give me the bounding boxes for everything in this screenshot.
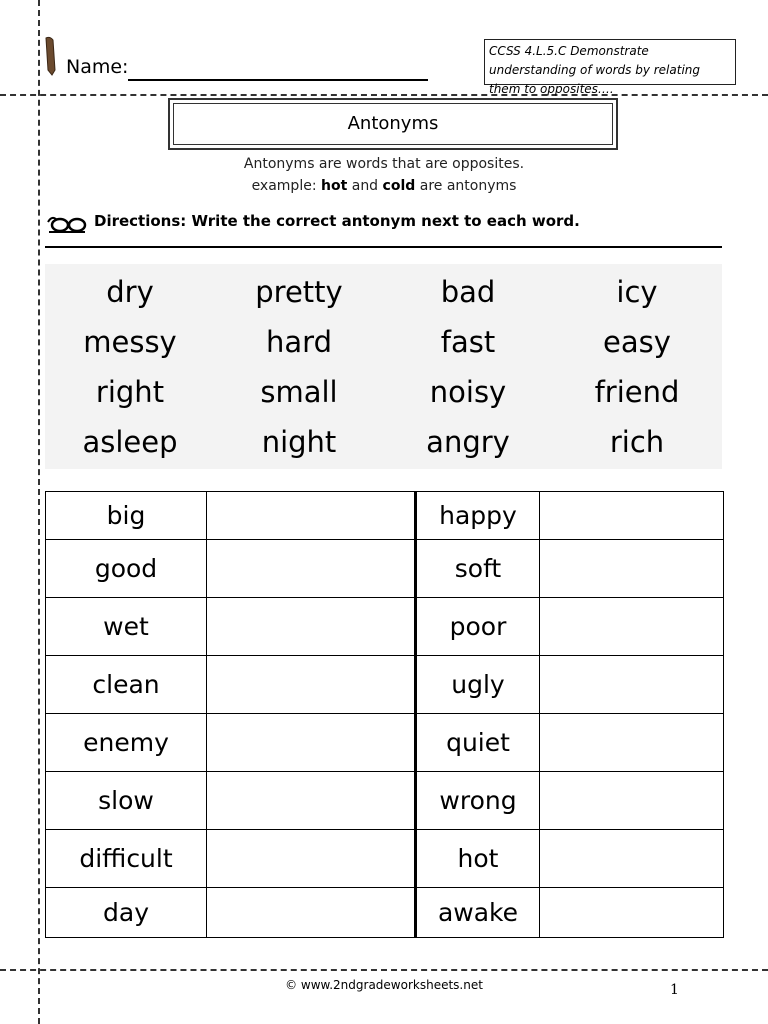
answer-cell[interactable] <box>207 598 416 656</box>
title-box <box>168 98 618 150</box>
prompt-word: slow <box>46 772 207 830</box>
answer-cell[interactable] <box>540 830 724 888</box>
answer-cell[interactable] <box>540 598 724 656</box>
answer-cell[interactable] <box>540 772 724 830</box>
answer-cell[interactable] <box>207 830 416 888</box>
example-word-2: cold <box>382 178 416 194</box>
table-row <box>46 598 724 656</box>
definition-line: Antonyms are words that are opposites. <box>243 156 525 172</box>
answer-cell[interactable] <box>207 714 416 772</box>
answer-table <box>45 491 724 938</box>
page-title: Antonyms <box>173 103 613 145</box>
answer-cell[interactable] <box>540 888 724 938</box>
word-bank-word: angry <box>426 425 510 459</box>
word-bank-word: pretty <box>255 275 343 309</box>
answer-cell[interactable] <box>207 540 416 598</box>
word-bank-word: friend <box>594 375 680 409</box>
table-row <box>46 830 724 888</box>
word-bank-word: night <box>261 425 337 459</box>
word-bank-word: icy <box>616 275 658 309</box>
prompt-word: soft <box>416 540 540 598</box>
margin-line-bottom <box>0 969 768 971</box>
prompt-word: poor <box>416 598 540 656</box>
table-row <box>46 772 724 830</box>
prompt-word: happy <box>416 492 540 540</box>
prompt-word: big <box>46 492 207 540</box>
prompt-word: wrong <box>416 772 540 830</box>
pencil-icon <box>43 36 57 76</box>
answer-cell[interactable] <box>540 656 724 714</box>
prompt-word: clean <box>46 656 207 714</box>
prompt-word: enemy <box>46 714 207 772</box>
word-bank-row <box>45 317 722 367</box>
table-row <box>46 714 724 772</box>
table-row <box>46 492 724 540</box>
prompt-word: wet <box>46 598 207 656</box>
word-bank <box>45 264 722 469</box>
margin-line-vertical <box>38 0 40 1024</box>
answer-cell[interactable] <box>540 714 724 772</box>
name-label: Name: <box>66 56 129 78</box>
prompt-word: hot <box>416 830 540 888</box>
answer-cell[interactable] <box>540 540 724 598</box>
word-bank-word: hard <box>266 325 332 359</box>
word-bank-word: fast <box>440 325 496 359</box>
prompt-word: awake <box>416 888 540 938</box>
directions: Directions: Write the correct antonym next to each word. <box>94 212 580 230</box>
prompt-word: ugly <box>416 656 540 714</box>
word-bank-word: dry <box>106 275 154 309</box>
answer-cell[interactable] <box>207 772 416 830</box>
word-bank-word: bad <box>440 275 496 309</box>
word-bank-row <box>45 367 722 417</box>
answer-cell[interactable] <box>207 656 416 714</box>
word-bank-word: noisy <box>429 375 507 409</box>
prompt-word: quiet <box>416 714 540 772</box>
example-line <box>0 178 768 194</box>
prompt-word: day <box>46 888 207 938</box>
table-row <box>46 540 724 598</box>
word-bank-row <box>45 267 722 317</box>
name-field[interactable] <box>128 79 428 81</box>
prompt-word: good <box>46 540 207 598</box>
word-bank-word: small <box>260 375 338 409</box>
word-bank-word: right <box>95 375 165 409</box>
divider <box>45 246 722 248</box>
answer-cell[interactable] <box>540 492 724 540</box>
answer-cell[interactable] <box>207 888 416 938</box>
word-bank-row <box>45 417 722 467</box>
table-row <box>46 888 724 938</box>
word-bank-word: messy <box>83 325 177 359</box>
standard-box: CCSS 4.L.5.C Demonstrate understanding of words by relating them to opposites…. <box>484 39 736 85</box>
page-number: 1 <box>670 982 679 998</box>
glasses-icon <box>47 212 87 234</box>
table-row <box>46 656 724 714</box>
word-bank-word: asleep <box>82 425 178 459</box>
example-and: and <box>351 178 379 194</box>
example-word-1: hot <box>321 178 348 194</box>
footer-site: © www.2ndgradeworksheets.net <box>285 978 483 992</box>
example-suffix: are antonyms <box>419 178 517 194</box>
margin-line-top <box>0 94 768 96</box>
answer-cell[interactable] <box>207 492 416 540</box>
word-bank-word: easy <box>603 325 671 359</box>
prompt-word: difficult <box>46 830 207 888</box>
example-prefix: example: <box>251 178 317 194</box>
word-bank-word: rich <box>609 425 665 459</box>
